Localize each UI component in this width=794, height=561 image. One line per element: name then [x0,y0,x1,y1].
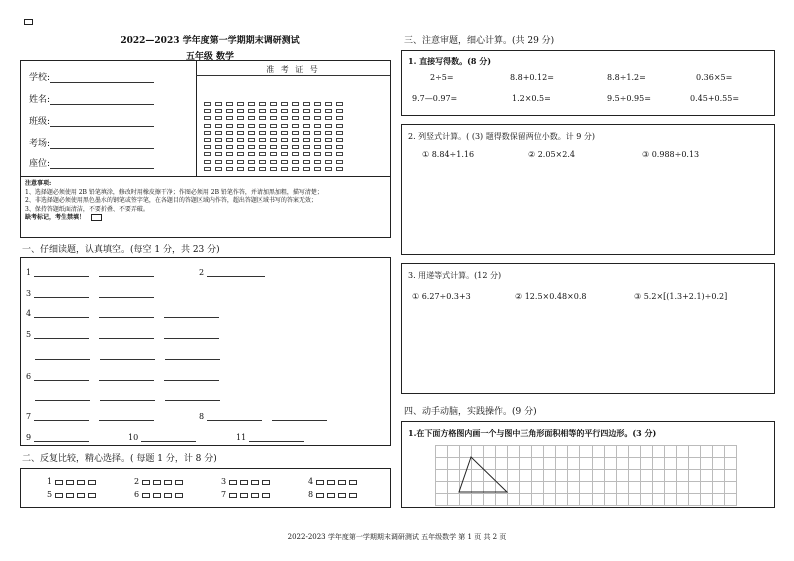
section2-answer-box [20,468,391,508]
answer-blank[interactable] [165,391,220,401]
choice-bubble[interactable] [77,493,85,498]
id-bubble[interactable] [248,167,255,171]
id-bubble[interactable] [314,167,321,171]
choice-bubble[interactable] [316,493,324,498]
choice-question[interactable] [47,490,99,499]
name-field[interactable]: 姓名: [29,92,154,105]
choice-number: 4 [308,477,316,486]
stepwise-calc-item: ② 12.5×0.48×0.8 [515,292,587,301]
stepwise-calc-item: ③ 5.2×[(1.3+2.1)÷0.2] [634,292,728,301]
notice-item: 1、选择题必须使用 2B 铅笔填涂，修改时用橡皮擦干净；作图必须用 2B 铅笔作答，并请加黑加粗，描写清楚； [25,188,323,196]
section3-title: 三、注意审题，细心计算。(共 29 分) [404,36,555,46]
answer-blank[interactable] [100,391,155,401]
notice-item: 2、非选择题必须使用黑色墨水的钢笔或签字笔，在各题目的答题区域内作答，超出答题区域书写的答案无效； [25,197,317,204]
answer-blank[interactable] [34,371,89,381]
answer-blank[interactable] [141,432,196,442]
absent-label: 缺考标记，考生禁填！ [25,214,86,221]
school-field[interactable]: 学校: [29,70,154,83]
choice-bubble[interactable] [142,480,150,485]
bubble-row[interactable] [204,149,347,156]
choice-question[interactable] [221,490,273,499]
section3-part1-box [401,50,775,116]
exam-id-area [196,61,390,176]
id-bubble[interactable] [325,167,332,171]
page-footer: 2022-2023 学年度第一学期期末调研测试 五年级数学 第 1 页 共 2 页 [287,533,507,541]
exam-subtitle: 五年级 数学 [185,52,235,62]
answer-blank[interactable] [34,267,89,277]
oral-calc-item: 8.8÷1.2= [607,73,646,82]
choice-number: 1 [47,477,55,486]
q8-row: 8 [199,411,327,421]
id-bubble[interactable] [281,167,288,171]
choice-bubble[interactable] [175,493,183,498]
choice-bubble[interactable] [251,493,259,498]
choice-bubble[interactable] [327,493,335,498]
section2-title: 二、反复比较，精心选择。( 每题 1 分，计 8 分) [22,454,217,464]
answer-blank[interactable] [164,371,219,381]
answer-blank[interactable] [99,329,154,339]
choice-question[interactable] [221,477,273,486]
notice-item: 3、保持答题纸面清洁，不要折叠、不要弄破。 [25,205,149,213]
oral-calc-item: 9.5÷0.95= [607,94,651,103]
seat-field[interactable]: 座位: [29,156,154,169]
answer-blank[interactable] [34,329,89,339]
choice-number: 8 [308,490,316,499]
section1-title: 一、仔细读题，认真填空。(每空 1 分，共 23 分) [22,245,220,255]
choice-bubble[interactable] [251,480,259,485]
id-bubble[interactable] [303,167,310,171]
part3-title: 3. 用递等式计算。(12 分) [408,271,502,280]
notice-heading: 注意事项: [25,180,52,187]
exam-title: 2022—2023 学年度第一学期期末调研测试 [120,36,300,46]
section4-title: 四、动手动脑，实践操作。(9 分) [404,407,537,417]
oral-calc-item: 1.2×0.5= [512,94,551,103]
bubble-row[interactable] [204,156,347,163]
answer-blank[interactable] [34,308,89,318]
notice [25,180,387,223]
id-bubble[interactable] [259,167,266,171]
id-bubble[interactable] [336,167,343,171]
answer-blank[interactable] [99,288,154,298]
choice-bubble[interactable] [142,493,150,498]
choice-question[interactable] [47,477,99,486]
choice-number: 7 [221,490,229,499]
bubble-row[interactable] [204,113,347,120]
oral-calc-item: 2÷5= [430,73,454,82]
q11-row: 11 [236,432,304,442]
bubble-row[interactable] [204,98,347,105]
choice-question[interactable] [308,477,360,486]
choice-bubble[interactable] [153,480,161,485]
choice-bubble[interactable] [88,493,96,498]
answer-blank[interactable] [164,308,219,318]
q2-row: 2 [199,267,265,277]
choice-question[interactable] [134,477,186,486]
section4-answer-box [401,421,775,508]
bubble-row[interactable] [204,120,347,127]
q3-row: 3 [26,288,154,298]
oral-calc-item: 0.36×5= [696,73,733,82]
absent-checkbox[interactable] [91,214,102,221]
bubble-row[interactable] [204,134,347,141]
answer-blank[interactable] [249,432,304,442]
choice-bubble[interactable] [349,480,357,485]
info-fields [21,61,197,176]
choice-question[interactable] [308,490,360,499]
answer-blank[interactable] [34,432,89,442]
answer-blank[interactable] [34,288,89,298]
choice-bubble[interactable] [316,480,324,485]
triangle-figure [435,445,736,505]
part1-title: 1. 直接写得数。(8 分) [408,56,492,66]
exam-id-label: 准 考 证 号 [266,65,320,74]
choice-bubble[interactable] [66,480,74,485]
q9-row: 9 [26,432,89,442]
choice-bubble[interactable] [229,493,237,498]
choice-bubble[interactable] [88,480,96,485]
q7-row: 7 [26,411,154,421]
answer-blank[interactable] [35,350,90,360]
q6-row: 6 [26,371,219,381]
answer-blank[interactable] [99,411,154,421]
oral-calc-item: 0.45+0.55= [690,94,740,103]
choice-question[interactable] [134,490,186,499]
answer-blank[interactable] [207,267,265,277]
oral-calc-item: 9.7—0.97= [412,94,458,103]
choice-bubble[interactable] [164,480,172,485]
answer-blank[interactable] [164,329,219,339]
section1-answer-box [20,257,391,446]
exam-id-bubble-grid[interactable] [204,91,347,163]
choice-bubble[interactable] [349,493,357,498]
answer-blank[interactable] [35,391,90,401]
stepwise-calc-item: ① 6.27÷0.3+3 [412,292,471,301]
choice-bubble[interactable] [338,493,346,498]
answer-blank[interactable] [272,411,327,421]
answer-blank[interactable] [34,411,89,421]
room-field[interactable]: 考场: [29,136,154,149]
vertical-calc-item: ③ 0.988÷0.13 [642,150,700,159]
id-bubble[interactable] [226,167,233,171]
class-field[interactable]: 班级: [29,114,154,127]
choice-bubble[interactable] [229,480,237,485]
choice-bubble[interactable] [262,493,270,498]
choice-bubble[interactable] [66,493,74,498]
id-bubble[interactable] [270,167,277,171]
choice-bubble[interactable] [164,493,172,498]
choice-bubble[interactable] [327,480,335,485]
id-bubble[interactable] [237,167,244,171]
part2-title: 2. 列竖式计算。( (3) 题得数保留两位小数。计 9 分) [408,132,596,141]
student-info-box [20,60,391,238]
choice-number: 6 [134,490,142,499]
choice-bubble[interactable] [153,493,161,498]
bubble-row[interactable] [204,141,347,148]
choice-bubble[interactable] [240,493,248,498]
q5-row: 5 [26,329,219,339]
id-bubble[interactable] [215,167,222,171]
section3-part2-box [401,124,775,255]
choice-number: 3 [221,477,229,486]
q5-row-2 [35,350,220,360]
answer-blank[interactable] [99,308,154,318]
section4-task: 1.在下面方格图内画一个与图中三角形面积相等的平行四边形。(3 分) [408,428,657,438]
q10-row: 10 [128,432,196,442]
choice-bubble[interactable] [55,480,63,485]
bubble-row[interactable] [204,105,347,112]
q1-row: 1 [26,267,154,277]
vertical-calc-item: ① 8.84÷1.16 [422,150,475,159]
answer-blank[interactable] [207,411,262,421]
bubble-row[interactable] [204,91,347,98]
section3-part3-box [401,263,775,394]
choice-number: 2 [134,477,142,486]
choice-bubble[interactable] [240,480,248,485]
vertical-calc-item: ② 2.05×2.4 [528,150,575,159]
q4-row: 4 [26,308,219,318]
choice-bubble[interactable] [77,480,85,485]
corner-mark [24,19,33,25]
choice-number: 5 [47,490,55,499]
answer-blank[interactable] [99,371,154,381]
answer-blank[interactable] [99,267,154,277]
absent-mark-row [25,214,387,223]
choice-bubble[interactable] [55,493,63,498]
id-bubble[interactable] [292,167,299,171]
id-bubble[interactable] [204,167,211,171]
oral-calc-item: 8.8+0.12= [510,73,554,82]
q6-row-2 [35,391,220,401]
choice-bubble[interactable] [262,480,270,485]
answer-blank[interactable] [165,350,220,360]
answer-blank[interactable] [100,350,155,360]
choice-bubble[interactable] [338,480,346,485]
bubble-row[interactable] [204,127,347,134]
choice-bubble[interactable] [175,480,183,485]
